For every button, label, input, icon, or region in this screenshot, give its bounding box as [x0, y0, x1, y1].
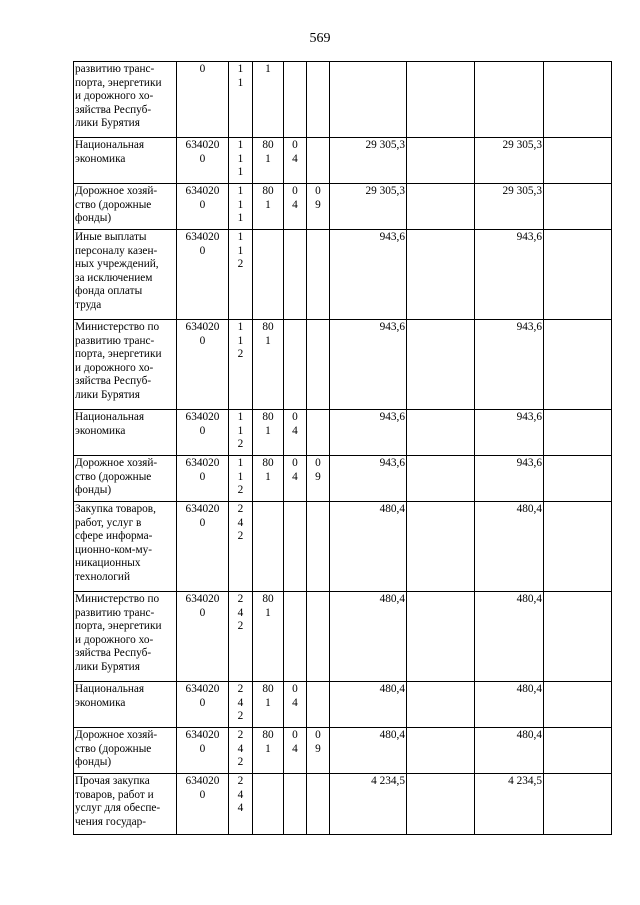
- ministry-code-cell: 80 1: [253, 728, 284, 774]
- subsection-cell: [307, 410, 330, 456]
- ministry-code-cell: 1: [253, 62, 284, 138]
- ministry-code-cell: 80 1: [253, 456, 284, 502]
- subsection-cell: [307, 774, 330, 835]
- expense-type-cell: 1 1 2: [229, 456, 253, 502]
- subsection-cell: 0 9: [307, 728, 330, 774]
- total-amount-cell: 943,6: [330, 410, 407, 456]
- target-article-cell: 634020 0: [177, 184, 229, 230]
- federal-amount-cell: [407, 138, 475, 184]
- republic-amount-cell: 480,4: [475, 502, 544, 592]
- target-article-cell: 634020 0: [177, 592, 229, 682]
- local-amount-cell: [544, 682, 612, 728]
- section-cell: [284, 774, 307, 835]
- local-amount-cell: [544, 62, 612, 138]
- item-name-cell: Национальная экономика: [74, 410, 177, 456]
- federal-amount-cell: [407, 728, 475, 774]
- expense-type-cell: 2 4 2: [229, 502, 253, 592]
- local-amount-cell: [544, 410, 612, 456]
- page-number: 569: [309, 31, 331, 46]
- target-article-cell: 0: [177, 62, 229, 138]
- total-amount-cell: 4 234,5: [330, 774, 407, 835]
- federal-amount-cell: [407, 184, 475, 230]
- total-amount-cell: 29 305,3: [330, 138, 407, 184]
- federal-amount-cell: [407, 62, 475, 138]
- target-article-cell: 634020 0: [177, 410, 229, 456]
- republic-amount-cell: 943,6: [475, 456, 544, 502]
- federal-amount-cell: [407, 774, 475, 835]
- local-amount-cell: [544, 774, 612, 835]
- table-row: [74, 410, 612, 456]
- ministry-code-cell: [253, 230, 284, 320]
- expense-type-cell: 1 1 2: [229, 410, 253, 456]
- ministry-code-cell: [253, 774, 284, 835]
- republic-amount-cell: 4 234,5: [475, 774, 544, 835]
- expense-type-cell: 2 4 4: [229, 774, 253, 835]
- total-amount-cell: 943,6: [330, 230, 407, 320]
- table-row: [74, 62, 612, 138]
- expense-type-cell: 2 4 2: [229, 682, 253, 728]
- local-amount-cell: [544, 728, 612, 774]
- target-article-cell: 634020 0: [177, 138, 229, 184]
- subsection-cell: [307, 62, 330, 138]
- item-name-cell: Дорожное хозяй- ство (дорожные фонды): [74, 728, 177, 774]
- federal-amount-cell: [407, 230, 475, 320]
- federal-amount-cell: [407, 682, 475, 728]
- republic-amount-cell: [475, 62, 544, 138]
- republic-amount-cell: 943,6: [475, 410, 544, 456]
- section-cell: 0 4: [284, 728, 307, 774]
- target-article-cell: 634020 0: [177, 320, 229, 410]
- total-amount-cell: 480,4: [330, 502, 407, 592]
- item-name-cell: Министерство по развитию транс- порта, энергетики и дорожного хо- зяйства Респуб- лики Бурятия: [74, 592, 177, 682]
- section-cell: 0 4: [284, 184, 307, 230]
- federal-amount-cell: [407, 456, 475, 502]
- subsection-cell: [307, 682, 330, 728]
- ministry-code-cell: 80 1: [253, 138, 284, 184]
- subsection-cell: [307, 502, 330, 592]
- republic-amount-cell: 29 305,3: [475, 184, 544, 230]
- local-amount-cell: [544, 320, 612, 410]
- subsection-cell: 0 9: [307, 456, 330, 502]
- local-amount-cell: [544, 456, 612, 502]
- table-row: [74, 320, 612, 410]
- subsection-cell: [307, 592, 330, 682]
- item-name-cell: Дорожное хозяй- ство (дорожные фонды): [74, 184, 177, 230]
- section-cell: [284, 592, 307, 682]
- total-amount-cell: 943,6: [330, 320, 407, 410]
- republic-amount-cell: 480,4: [475, 728, 544, 774]
- table-row: [74, 502, 612, 592]
- item-name-cell: Национальная экономика: [74, 682, 177, 728]
- federal-amount-cell: [407, 592, 475, 682]
- item-name-cell: Закупка товаров, работ, услуг в сфере информа- ционно-ком-му- никационных технологий: [74, 502, 177, 592]
- total-amount-cell: [330, 62, 407, 138]
- local-amount-cell: [544, 592, 612, 682]
- expense-type-cell: 1 1 1: [229, 184, 253, 230]
- expense-type-cell: 1 1 2: [229, 230, 253, 320]
- subsection-cell: [307, 138, 330, 184]
- ministry-code-cell: [253, 502, 284, 592]
- section-cell: [284, 320, 307, 410]
- republic-amount-cell: 480,4: [475, 682, 544, 728]
- item-name-cell: Министерство по развитию транс- порта, энергетики и дорожного хо- зяйства Респуб- лики Бурятия: [74, 320, 177, 410]
- section-cell: 0 4: [284, 456, 307, 502]
- target-article-cell: 634020 0: [177, 682, 229, 728]
- expense-type-cell: 1 1 1: [229, 138, 253, 184]
- item-name-cell: Прочая закупка товаров, работ и услуг для обеспе- чения государ-: [74, 774, 177, 835]
- total-amount-cell: 29 305,3: [330, 184, 407, 230]
- table-row: [74, 592, 612, 682]
- republic-amount-cell: 943,6: [475, 320, 544, 410]
- section-cell: 0 4: [284, 410, 307, 456]
- budget-table: [73, 61, 612, 835]
- item-name-cell: развитию транс- порта, энергетики и дорожного хо- зяйства Респуб- лики Бурятия: [74, 62, 177, 138]
- section-cell: 0 4: [284, 682, 307, 728]
- section-cell: [284, 502, 307, 592]
- section-cell: [284, 62, 307, 138]
- table-row: [74, 230, 612, 320]
- ministry-code-cell: 80 1: [253, 410, 284, 456]
- target-article-cell: 634020 0: [177, 774, 229, 835]
- section-cell: [284, 230, 307, 320]
- target-article-cell: 634020 0: [177, 230, 229, 320]
- total-amount-cell: 480,4: [330, 682, 407, 728]
- expense-type-cell: 1 1: [229, 62, 253, 138]
- local-amount-cell: [544, 502, 612, 592]
- local-amount-cell: [544, 184, 612, 230]
- ministry-code-cell: 80 1: [253, 682, 284, 728]
- expense-type-cell: 2 4 2: [229, 592, 253, 682]
- federal-amount-cell: [407, 320, 475, 410]
- total-amount-cell: 943,6: [330, 456, 407, 502]
- target-article-cell: 634020 0: [177, 728, 229, 774]
- ministry-code-cell: 80 1: [253, 320, 284, 410]
- local-amount-cell: [544, 138, 612, 184]
- table-row: [74, 184, 612, 230]
- section-cell: 0 4: [284, 138, 307, 184]
- subsection-cell: 0 9: [307, 184, 330, 230]
- total-amount-cell: 480,4: [330, 728, 407, 774]
- table-row: [74, 682, 612, 728]
- target-article-cell: 634020 0: [177, 456, 229, 502]
- item-name-cell: Дорожное хозяй- ство (дорожные фонды): [74, 456, 177, 502]
- federal-amount-cell: [407, 502, 475, 592]
- ministry-code-cell: 80 1: [253, 184, 284, 230]
- item-name-cell: Иные выплаты персоналу казен- ных учреждений, за исключением фонда оплаты труда: [74, 230, 177, 320]
- table-row: [74, 728, 612, 774]
- ministry-code-cell: 80 1: [253, 592, 284, 682]
- expense-type-cell: 1 1 2: [229, 320, 253, 410]
- total-amount-cell: 480,4: [330, 592, 407, 682]
- target-article-cell: 634020 0: [177, 502, 229, 592]
- table-row: [74, 138, 612, 184]
- table-row: [74, 456, 612, 502]
- subsection-cell: [307, 230, 330, 320]
- local-amount-cell: [544, 230, 612, 320]
- republic-amount-cell: 943,6: [475, 230, 544, 320]
- federal-amount-cell: [407, 410, 475, 456]
- republic-amount-cell: 480,4: [475, 592, 544, 682]
- item-name-cell: Национальная экономика: [74, 138, 177, 184]
- table-row: [74, 774, 612, 835]
- expense-type-cell: 2 4 2: [229, 728, 253, 774]
- subsection-cell: [307, 320, 330, 410]
- republic-amount-cell: 29 305,3: [475, 138, 544, 184]
